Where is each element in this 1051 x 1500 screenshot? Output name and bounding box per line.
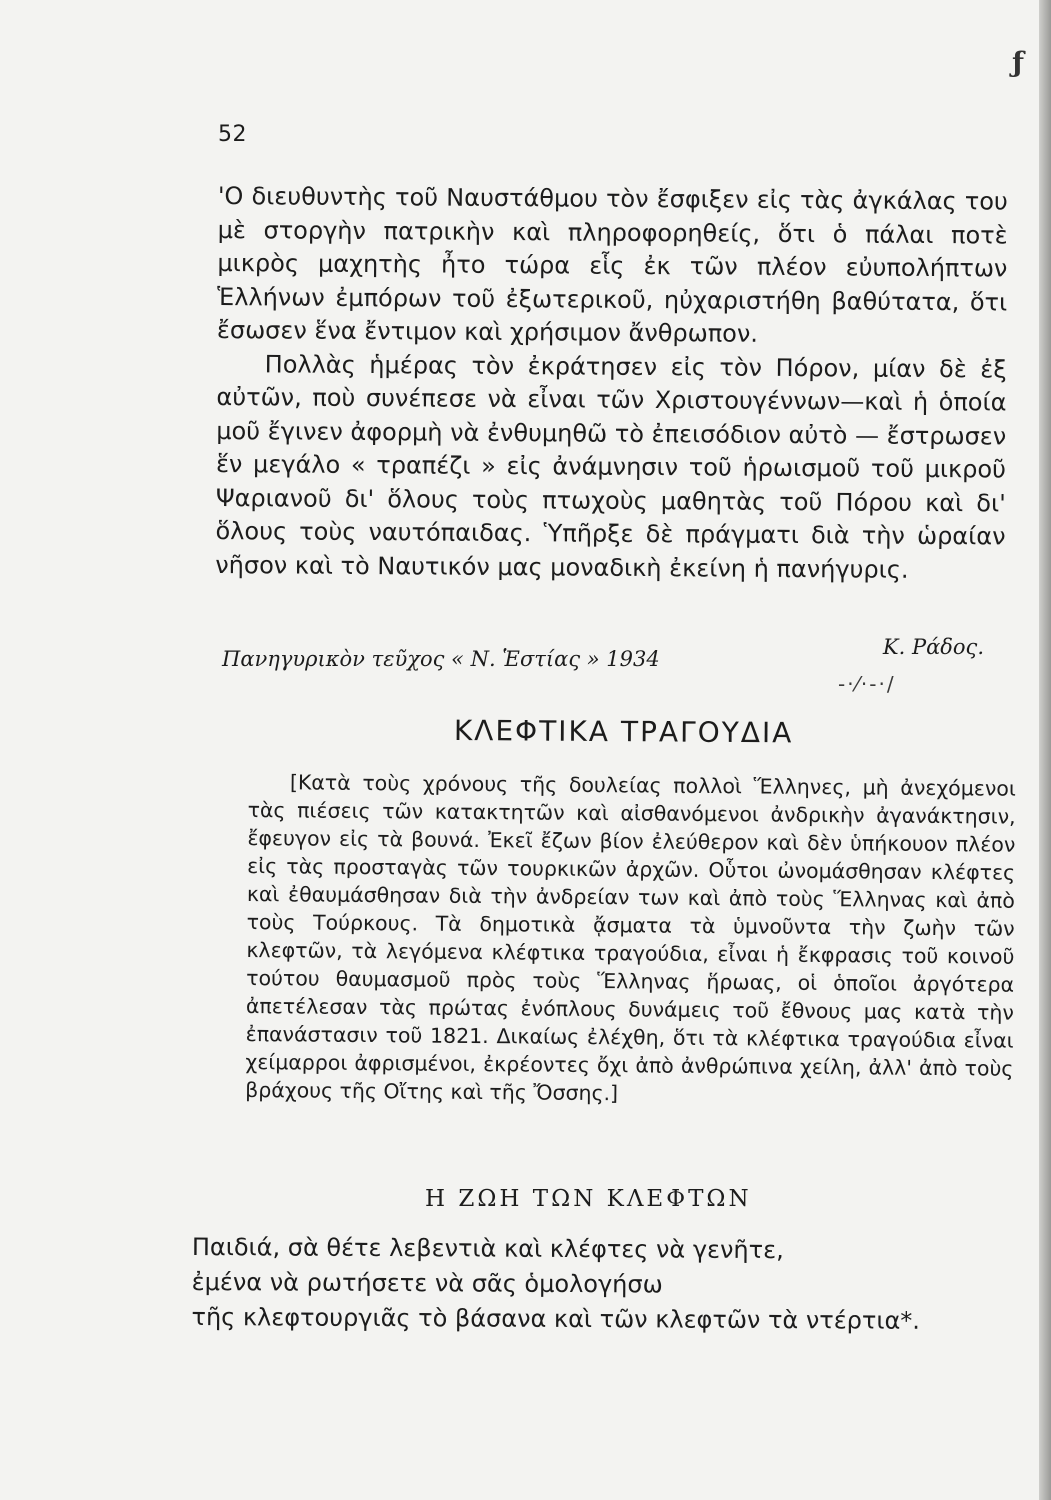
page-number: 52 [218, 122, 247, 147]
section-title: ΚΛΕΦΤΙΚΑ ΤΡΑΓΟΥΔΙΑ [453, 714, 794, 750]
section-intro [245, 768, 1016, 1111]
author-signature: Κ. Ράδος. [882, 635, 984, 659]
prose-body [215, 180, 1008, 588]
intro-paragraph: [Κατὰ τοὺς χρόνους τῆς δουλείας πολλοὶ Ἕλληνες, μὴ ἀνεχόμενοι τὰς πιέσεις τῶν κατακτητῶν καὶ αἰσθανόμενοι ἀνδρικὴν ἀγανάκτησιν, ἔφευγον εἰς τὰ βουνά. Ἐκεῖ ἔζων βίον ἐλεύθερον καὶ δὲν ὑπήκουον πλέον εἰς τὰς προσταγὰς τῶν τουρκικῶν ἀρχῶν. Οὗτοι ὠνομάσθησαν κλέφτες καὶ ἐθαυμάσθησαν διὰ τὴν ἀνδρείαν των καὶ ἀπὸ τοὺς Ἕλληνας καὶ ἀπὸ τοὺς Τούρκους. Τὰ δημοτικὰ ᾄσματα τὰ ὑμνοῦντα τὴν ζωὴν τῶν κλεφτῶν, τὰ λεγόμενα κλέφτικα τραγούδια, εἶναι ἡ ἔκφρασις τοῦ κοινοῦ τούτου θαυμασμοῦ πρὸς τοὺς Ἕλληνας ἥρωας, οἱ ὁποῖοι ἀργότερα ἀπετέλεσαν τὰς πρώτας ἐνόπλους δυνάμεις τοῦ ἔθνους μας κατὰ τὴν ἐπανάστασιν τοῦ 1821. Δικαίως ἐλέχθη, ὅτι τὰ κλέφτικα τραγούδια εἶναι χείμαρροι ἀφρισμένοι, ἐκρέοντες ὄχι ἀπὸ ἀνθρώπινα χείλη, ἀλλ' ἀπὸ τοὺς βράχους τῆς Οἴτης καὶ τῆς Ὄσσης.] [245, 770, 1016, 1106]
poem-line: Παιδιά, σὰ θέτε λεβεντιὰ καὶ κλέφτες νὰ γενῆτε, [191, 1233, 784, 1265]
prose-paragraph: Πολλὰς ἡμέρας τὸν ἐκράτησεν εἰς τὸν Πόρον, μίαν δὲ ἐξ αὐτῶν, ποὺ συνέπεσε νὰ εἶναι τῶν Χριστουγέννων—καὶ ἡ ὁποία μοῦ ἔγινεν ἀφορμὴ νὰ ἐνθυμηθῶ τὸ ἐπεισόδιον αὐτὸ — ἔστρωσεν ἕν μεγάλο « τραπέζι » εἰς ἀνάμνησιν τοῦ ἡρωισμοῦ τοῦ μικροῦ Ψαριανοῦ δι' ὅλους τοὺς πτωχοὺς μαθητὰς τοῦ Πόρου καὶ δι' ὅλους τοὺς ναυτόπαιδας. Ὑπῆρξε δὲ πράγματι διὰ τὴν ὡραίαν νῆσον καὶ τὸ Ναυτικόν μας μοναδικὴ ἐκείνη ἡ πανήγυρις. [215, 349, 1007, 584]
margin-mark: ƒ [1012, 46, 1025, 79]
section-ornament: -·⁄·-·/ [838, 672, 896, 696]
poem-line: τῆς κλεφτουργιᾶς τὸ βάσανα καὶ τῶν κλεφτῶν τὰ ντέρτια*. [191, 1302, 921, 1335]
source-attribution [222, 635, 984, 675]
poem-body [191, 1230, 1012, 1339]
source-citation: Πανηγυρικὸν τεῦχος « Ν. Ἑστίας » 1934 [222, 647, 660, 671]
poem-line: ἐμένα νὰ ρωτήσετε νὰ σᾶς ὁμολογήσω [191, 1267, 663, 1299]
poem-title: Η ΖΩΗ ΤΩΝ ΚΛΕΦΤΩΝ [425, 1186, 752, 1212]
prose-paragraph: 'Ο διευθυντὴς τοῦ Ναυστάθμου τὸν ἔσφιξεν εἰς τὰς ἀγκάλας του μὲ στοργὴν πατρικὴν καὶ πληροφορηθείς, ὅτι ὁ πάλαι ποτὲ μικρὸς μαχητὴς ἦτο τώρα εἷς ἐκ τῶν πλέον εὐυπολήπτων Ἑλλήνων ἐμπόρων τοῦ ἐξωτερικοῦ, ηὐχαριστήθη βαθύτατα, ὅτι ἔσωσεν ἕνα ἔντιμον καὶ χρήσιμον ἄνθρωπον. [216, 181, 1008, 348]
